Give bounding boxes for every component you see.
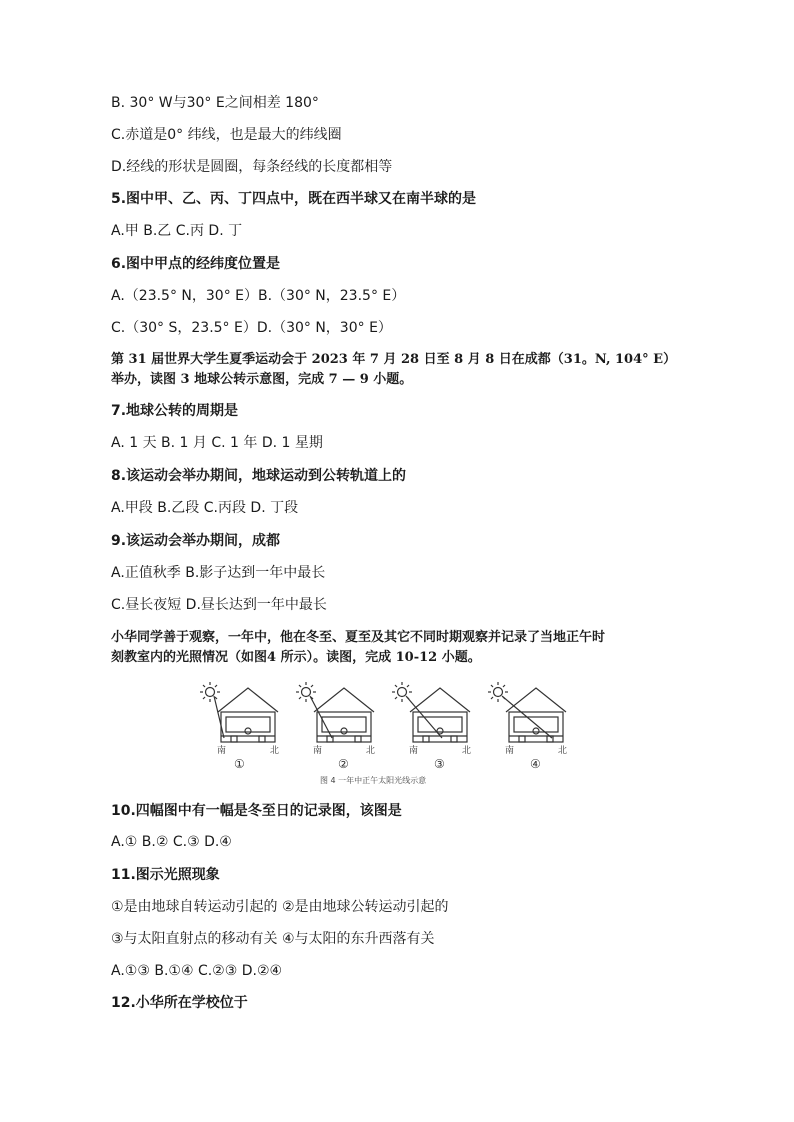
question-10-options: A.① B.② C.③ D.④	[111, 834, 232, 850]
panel-3-number: ③	[434, 757, 445, 771]
intro-paragraph-1-line-1: 第 31 届世界大学生夏季运动会于 2023 年 7 月 28 日至 8 月 8 日在成都（31。N, 104° E）	[111, 352, 677, 367]
student-icon	[533, 728, 539, 734]
intro-paragraph-2-line-1: 小华同学善于观察，一年中，他在冬至、夏至及其它不同时期观察并记录了当地正午时	[111, 630, 606, 645]
figure-4-noon-sunlight	[198, 680, 588, 788]
window	[226, 717, 270, 732]
panel-1-number: ①	[234, 757, 245, 771]
panel-1	[200, 682, 278, 742]
student-icon	[341, 728, 347, 734]
window	[418, 717, 462, 732]
question-10: 10.四幅图中有一幅是冬至日的记录图，该图是	[111, 803, 402, 819]
panel-3	[392, 682, 470, 742]
panel-3-north-label: 北	[462, 746, 472, 756]
desk	[519, 736, 525, 742]
panel-1-north-label: 北	[270, 746, 280, 756]
house-roof	[314, 688, 374, 712]
panel-2-north-label: 北	[366, 746, 376, 756]
sun-ray	[214, 696, 224, 738]
window	[322, 717, 366, 732]
question-8: 8.该运动会举办期间，地球运动到公转轨道上的	[111, 468, 407, 484]
question-7-options: A. 1 天 B. 1 月 C. 1 年 D. 1 星期	[111, 435, 323, 451]
desk	[355, 736, 361, 742]
figure-caption: 图 4 一年中正午太阳光线示意	[320, 776, 427, 785]
option-c-line: C.赤道是0° 纬线，也是最大的纬线圈	[111, 127, 342, 143]
question-7: 7.地球公转的周期是	[111, 403, 239, 419]
panel-2-number: ②	[338, 757, 349, 771]
question-11-statements-2: ③与太阳直射点的移动有关 ④与太阳的东升西落有关	[111, 931, 435, 947]
student-icon	[245, 728, 251, 734]
question-9-options-ab: A.正值秋季 B.影子达到一年中最长	[111, 565, 326, 581]
panel-1-south-label: 南	[217, 746, 227, 756]
desk	[259, 736, 265, 742]
question-9-options-cd: C.昼长夜短 D.昼长达到一年中最长	[111, 597, 327, 613]
intro-paragraph-1-line-2: 举办，读图 3 地球公转示意图，完成 7 — 9 小题。	[111, 372, 413, 387]
panel-4	[488, 682, 566, 742]
option-d-line: D.经线的形状是圆圈，每条经线的长度都相等	[111, 159, 393, 175]
question-11: 11.图示光照现象	[111, 867, 220, 883]
panel-3-south-label: 南	[409, 746, 419, 756]
option-b-line: B. 30° W与30° E之间相差 180°	[111, 95, 319, 111]
question-6-options-cd: C.（30° S，23.5° E）D.（30° N，30° E）	[111, 320, 392, 336]
question-6-options-ab: A.（23.5° N，30° E）B.（30° N，23.5° E）	[111, 288, 406, 304]
question-5-options: A.甲 B.乙 C.丙 D. 丁	[111, 223, 243, 239]
desk	[451, 736, 457, 742]
question-12: 12.小华所在学校位于	[111, 995, 248, 1011]
intro-paragraph-2-line-2: 刻教室内的光照情况（如图4 所示）。读图，完成 10-12 小题。	[111, 650, 481, 665]
house-roof	[506, 688, 566, 712]
panel-4-number: ④	[530, 757, 541, 771]
sun-icon	[296, 682, 316, 702]
question-6: 6.图中甲点的经纬度位置是	[111, 256, 281, 272]
question-5: 5.图中甲、乙、丙、丁四点中，既在西半球又在南半球的是	[111, 191, 477, 207]
sun-icon	[200, 682, 220, 702]
panel-4-south-label: 南	[505, 746, 515, 756]
panel-2	[296, 682, 374, 742]
house-roof	[410, 688, 470, 712]
question-9: 9.该运动会举办期间，成都	[111, 533, 281, 549]
question-11-statements-1: ①是由地球自转运动引起的 ②是由地球公转运动引起的	[111, 899, 449, 915]
question-8-options: A.甲段 B.乙段 C.丙段 D. 丁段	[111, 500, 299, 516]
house-roof	[218, 688, 278, 712]
panel-2-south-label: 南	[313, 746, 323, 756]
question-11-options: A.①③ B.①④ C.②③ D.②④	[111, 963, 283, 979]
panel-4-north-label: 北	[558, 746, 568, 756]
desk	[231, 736, 237, 742]
desk	[423, 736, 429, 742]
